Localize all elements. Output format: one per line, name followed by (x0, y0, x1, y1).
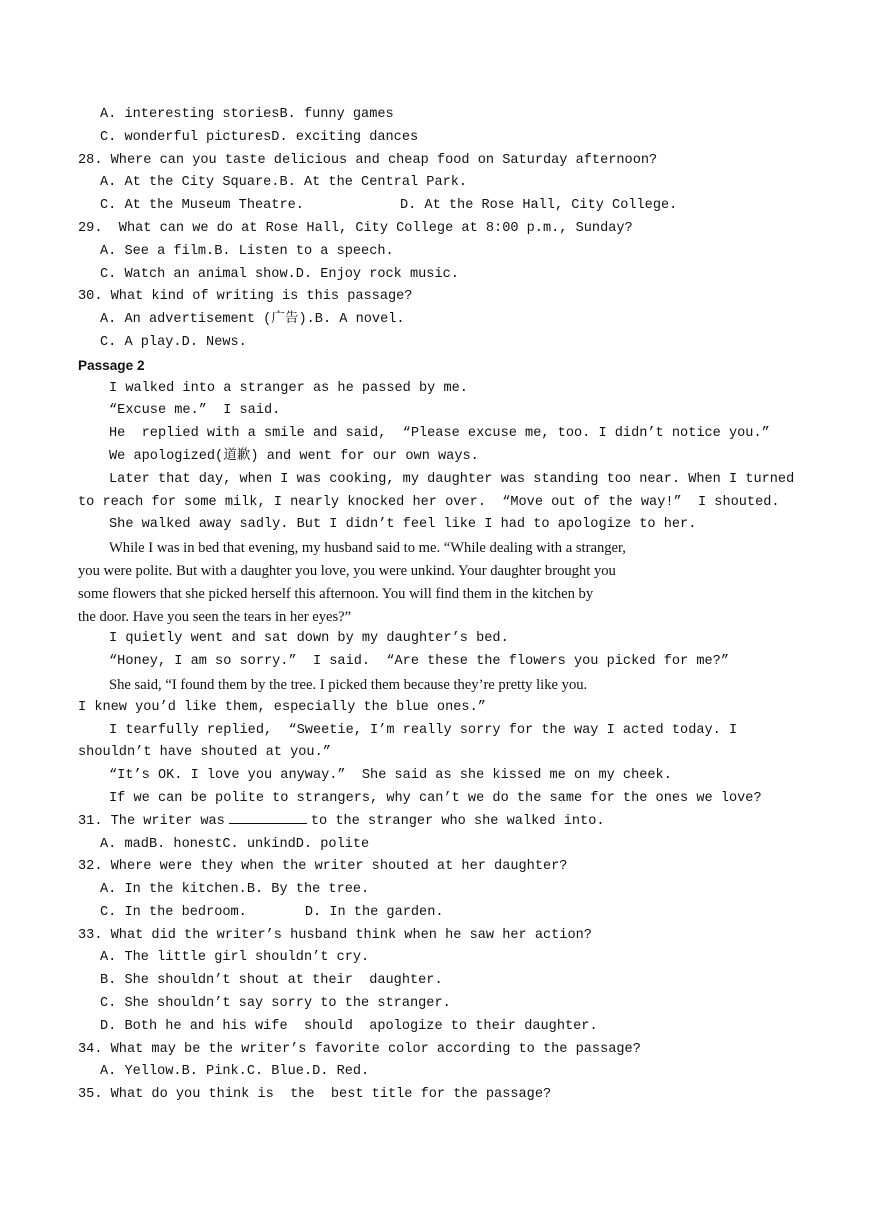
question-35: 35. What do you think is the best title for the passage? (78, 1087, 552, 1103)
question-34: 34. What may be the writer’s favorite color according to the passage? (78, 1041, 641, 1057)
passage-line: She said, “I found them by the tree. I picked them because they’re pretty like you. (109, 676, 588, 693)
q33-option-c: C. She shouldn’t say sorry to the stranger. (100, 996, 451, 1012)
passage-line: shouldn’t have shouted at you.” (78, 745, 331, 761)
q30-options-ab: A. An advertisement (广告).B. A novel. (100, 312, 405, 328)
question-32: 32. Where were they when the writer shouted at her daughter? (78, 859, 568, 875)
q28-options-cd (78, 195, 790, 218)
q32-option-d: D. In the garden. (304, 904, 444, 920)
passage-line: I tearfully replied, “Sweetie, I’m really sorry for the way I acted today. I (109, 722, 738, 738)
passage-line: “It’s OK. I love you anyway.” She said as she kissed me on my cheek. (109, 768, 672, 784)
q33-option-a: A. The little girl shouldn’t cry. (100, 950, 370, 966)
passage-line: “Excuse me.” I said. (109, 403, 281, 419)
passage-line: you were polite. But with a daughter you love, you were unkind. Your daughter brought you (78, 562, 616, 579)
passage-line: I knew you’d like them, especially the blue ones.” (78, 699, 486, 715)
passage-line: We apologized(道歉) and went for our own ways. (109, 448, 479, 464)
passage-line: I walked into a stranger as he passed by me. (109, 380, 468, 396)
q31-options: A. madB. honestC. unkindD. polite (100, 836, 370, 852)
passage-2-heading: Passage 2 (78, 357, 145, 373)
q31-stem-start: 31. The writer was (78, 813, 225, 829)
q34-options: A. Yellow.B. Pink.C. Blue.D. Red. (100, 1064, 370, 1080)
q31-stem-end: to the stranger who she walked into. (310, 813, 605, 829)
q30-options-cd: C. A play.D. News. (100, 334, 247, 350)
passage-line: “Honey, I am so sorry.” I said. “Are these the flowers you picked for me?” (109, 654, 729, 670)
q28-option-d: D. At the Rose Hall, City College. (399, 198, 678, 214)
question-29: 29. What can we do at Rose Hall, City College at 8:00 p.m., Sunday? (78, 220, 633, 236)
passage-line: some flowers that she picked herself this afternoon. You will find them in the kitchen by (78, 585, 594, 602)
passage-line: She walked away sadly. But I didn’t feel like I had to apologize to her. (109, 517, 697, 533)
passage-line: He replied with a smile and said, “Please excuse me, too. I didn’t notice you.” (109, 426, 770, 442)
exam-page (78, 104, 795, 1107)
passage-line: to reach for some milk, I nearly knocked her over. “Move out of the way!” I shouted. (78, 494, 780, 510)
q27-options-cd: C. wonderful picturesD. exciting dances (100, 129, 419, 145)
q32-options-cd (78, 902, 790, 925)
passage-line: While I was in bed that evening, my husband said to me. “While dealing with a stranger, (109, 540, 626, 557)
q28-options-ab: A. At the City Square.B. At the Central Park. (100, 175, 468, 191)
passage-line: I quietly went and sat down by my daughter’s bed. (109, 631, 509, 647)
q33-option-d: D. Both he and his wife should apologize to their daughter. (100, 1018, 598, 1034)
question-30: 30. What kind of writing is this passage? (78, 289, 413, 305)
q29-options-cd: C. Watch an animal show.D. Enjoy rock music. (100, 266, 459, 282)
q27-options-ab: A. interesting storiesB. funny games (100, 107, 394, 122)
question-31 (78, 811, 790, 834)
question-33: 33. What did the writer’s husband think when he saw her action? (78, 927, 592, 943)
question-28: 28. Where can you taste delicious and cheap food on Saturday afternoon? (78, 152, 658, 168)
passage-line: If we can be polite to strangers, why can’t we do the same for the ones we love? (109, 790, 762, 806)
q32-option-c: C. In the bedroom. (100, 904, 247, 920)
passage-line: the door. Have you seen the tears in her eyes?” (78, 608, 352, 625)
q29-options-ab: A. See a film.B. Listen to a speech. (100, 243, 394, 259)
answer-blank[interactable] (229, 811, 307, 824)
q28-option-c: C. At the Museum Theatre. (100, 198, 304, 214)
q32-options-ab: A. In the kitchen.B. By the tree. (100, 882, 370, 898)
passage-line: Later that day, when I was cooking, my daughter was standing too near. When I turned (109, 471, 795, 487)
q33-option-b: B. She shouldn’t shout at their daughter. (100, 973, 443, 989)
